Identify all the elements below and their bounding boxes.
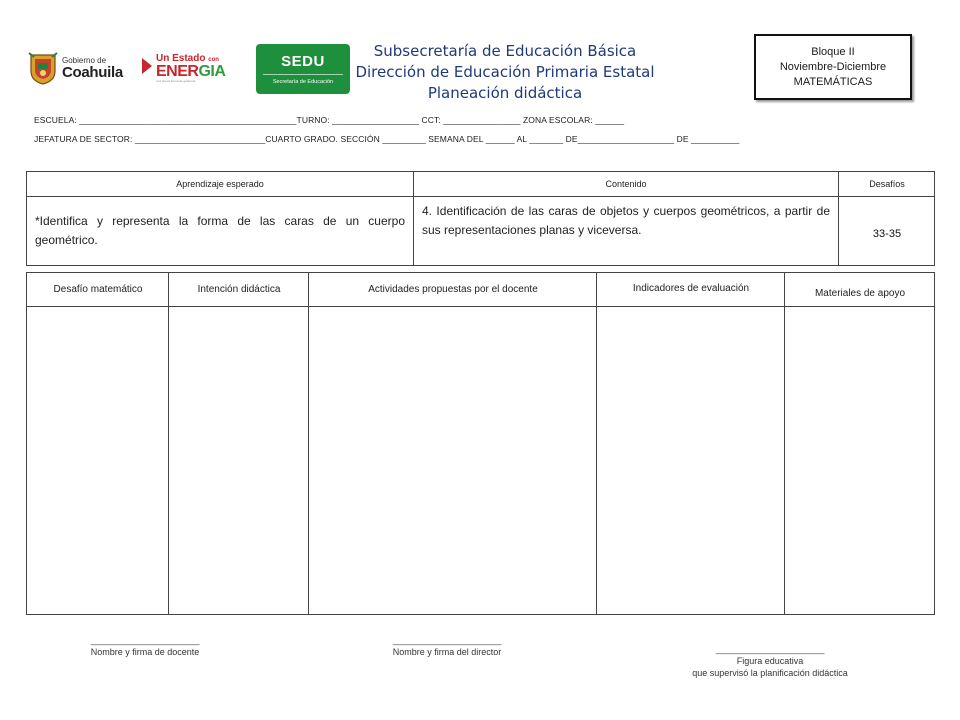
header-desafios: Desafíos xyxy=(839,172,935,197)
header-indicadores: Indicadores de evaluación xyxy=(632,283,750,294)
info-line-escuela: ESCUELA: _____________________________________________TURNO: __________________ CCT: ________________ ZONA ESCOLAR: ______ xyxy=(34,115,625,125)
title-line-1: Subsecretaría de Educación Básica xyxy=(373,42,637,60)
signature-label-docente: Nombre y firma de docente xyxy=(90,647,200,657)
signature-label-figura-2: que supervisó la planificación didáctica xyxy=(692,668,848,678)
energia-mark-icon xyxy=(140,56,154,81)
sedu-divider xyxy=(263,74,343,75)
header-aprendizaje: Aprendizaje esperado xyxy=(27,172,414,197)
energia-big-a: ENER xyxy=(156,62,199,80)
header-intencion-didactica: Intención didáctica xyxy=(197,284,281,295)
planeacion-table xyxy=(26,272,935,615)
desafios-cell: 33-35 xyxy=(872,228,902,240)
col-actividades xyxy=(309,273,597,614)
col-desafio xyxy=(27,273,169,614)
signature-line-docente: ________________________ xyxy=(90,635,200,645)
sedu-logo xyxy=(256,44,350,94)
spacer xyxy=(597,273,785,274)
coahuila-seal-icon xyxy=(28,51,58,85)
energia-con: con xyxy=(208,56,219,63)
signature-label-director: Nombre y firma del director xyxy=(392,647,502,657)
bloque-line-2: Noviembre-Diciembre xyxy=(779,60,887,73)
contenido-cell: 4. Identificación de las caras de objetos y cuerpos geométricos, a partir de sus representaciones planas y viceversa. xyxy=(414,197,839,265)
header-contenido: Contenido xyxy=(414,172,839,197)
col-indicadores xyxy=(597,273,785,614)
bloque-box xyxy=(754,34,912,100)
header-row-divider xyxy=(27,306,934,307)
signature-director xyxy=(362,634,532,658)
energia-logo xyxy=(140,50,236,86)
energia-big-b: GIA xyxy=(198,62,226,80)
title-line-3: Planeación didáctica xyxy=(427,84,583,102)
bloque-line-1: Bloque II xyxy=(811,45,855,58)
coahuila-logo-small: Gobierno de xyxy=(62,55,107,65)
aprendizaje-table xyxy=(26,171,935,266)
header-desafio-matematico: Desafío matemático xyxy=(53,284,143,295)
energia-tag: una nueva forma de gobernar xyxy=(156,78,196,83)
document-title xyxy=(346,41,664,104)
energia-top: Un Estado xyxy=(156,52,206,64)
sedu-subtitle: Secretaría de Educación xyxy=(272,79,334,85)
header-materiales: Materiales de apoyo xyxy=(814,288,906,299)
coahuila-logo-big: Coahuila xyxy=(62,63,123,81)
signature-label-figura-1: Figura educativa xyxy=(736,656,804,666)
signature-line-figura: ________________________ xyxy=(715,644,825,654)
title-line-2: Dirección de Educación Primaria Estatal xyxy=(355,63,655,81)
signature-docente xyxy=(60,634,230,658)
coahuila-logo xyxy=(28,50,138,86)
header-actividades: Actividades propuestas por el docente xyxy=(368,284,538,295)
col-intencion xyxy=(169,273,309,614)
aprendizaje-cell: *Identifica y representa la forma de las caras de un cuerpo geométrico. xyxy=(27,197,414,265)
signature-figura xyxy=(655,643,885,679)
info-line-jefatura: JEFATURA DE SECTOR: ___________________________CUARTO GRADO. SECCIÓN _________ SEMANA DEL ______ AL _______ DE____________________ DE __________ xyxy=(34,134,740,144)
signature-line-director: ________________________ xyxy=(392,635,502,645)
bloque-line-3: MATEMÁTICAS xyxy=(793,75,873,88)
sedu-title: SEDU xyxy=(281,53,325,70)
